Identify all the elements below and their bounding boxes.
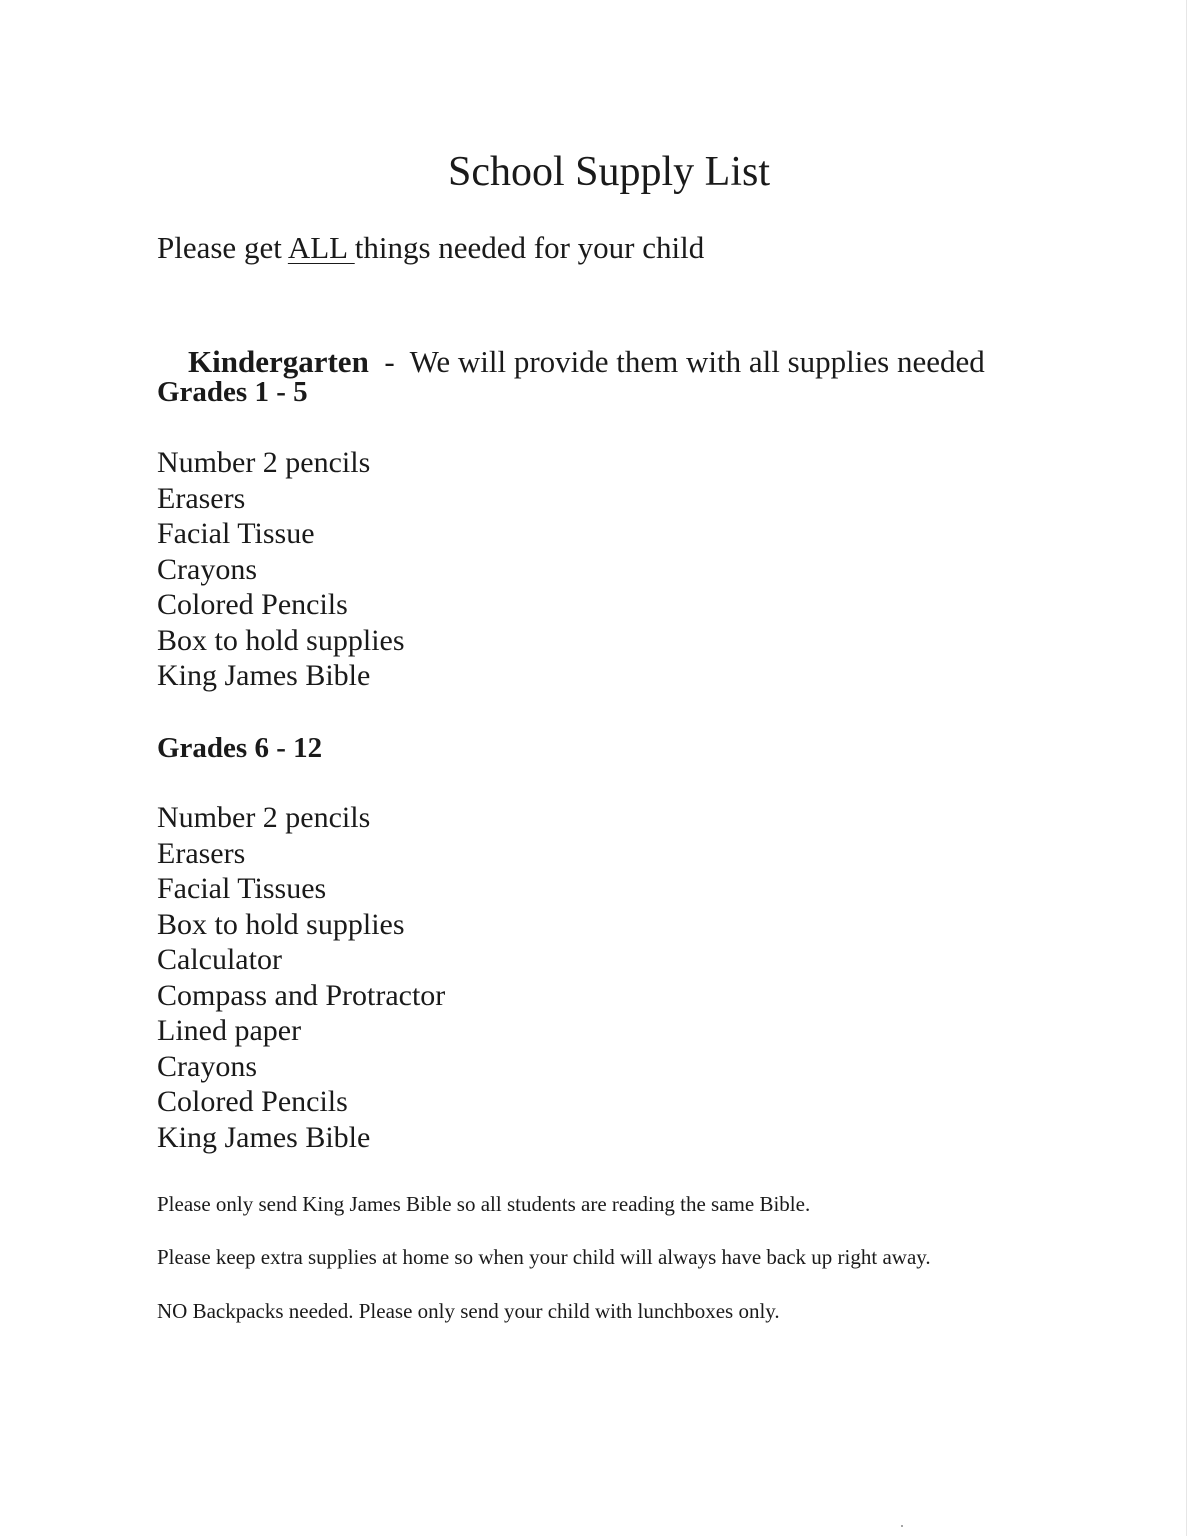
list-item: Number 2 pencils [157,446,371,479]
list-item: King James Bible [157,1120,371,1154]
kindergarten-label: Kindergarten [188,344,369,379]
kindergarten-separator: - [368,344,410,379]
list-item: Number 2 pencils [157,801,371,834]
list-item: Compass and Protractor [157,978,446,1012]
intro-emphasis: ALL [287,230,355,265]
list-item: Erasers [157,481,246,515]
section-heading-grades-1-5: Grades 1 - 5 [157,376,308,408]
list-item: Crayons [157,552,257,586]
page-title: School Supply List [447,149,771,195]
scan-speck [901,1525,903,1527]
list-item: Box to hold supplies [157,907,405,941]
intro-line [157,228,704,268]
list-item: Box to hold supplies [157,623,405,657]
list-item: Facial Tissue [157,517,315,550]
supply-list-grades-1-5 [157,445,405,694]
note-no-backpacks: NO Backpacks needed. Please only send your child with lunchboxes only. [157,1299,780,1323]
section-heading-grades-6-12: Grades 6 - 12 [157,732,323,764]
supply-list-grades-6-12 [157,800,445,1155]
intro-text-after: things needed for your child [354,230,705,265]
list-item: Colored Pencils [157,1085,348,1118]
note-extra-supplies: Please keep extra supplies at home so when your child will always have back up right away. [157,1245,931,1269]
list-item: Lined paper [157,1014,302,1047]
list-item: Erasers [157,836,246,870]
list-item: Calculator [157,943,282,976]
list-item: Colored Pencils [157,588,348,621]
intro-text-before: Please get [157,230,288,265]
list-item: Crayons [157,1049,257,1083]
note-bible: Please only send King James Bible so all students are reading the same Bible. [157,1192,811,1216]
list-item: Facial Tissues [157,872,327,905]
kindergarten-text: We will provide them with all supplies needed [409,344,985,379]
list-item: King James Bible [157,659,371,692]
